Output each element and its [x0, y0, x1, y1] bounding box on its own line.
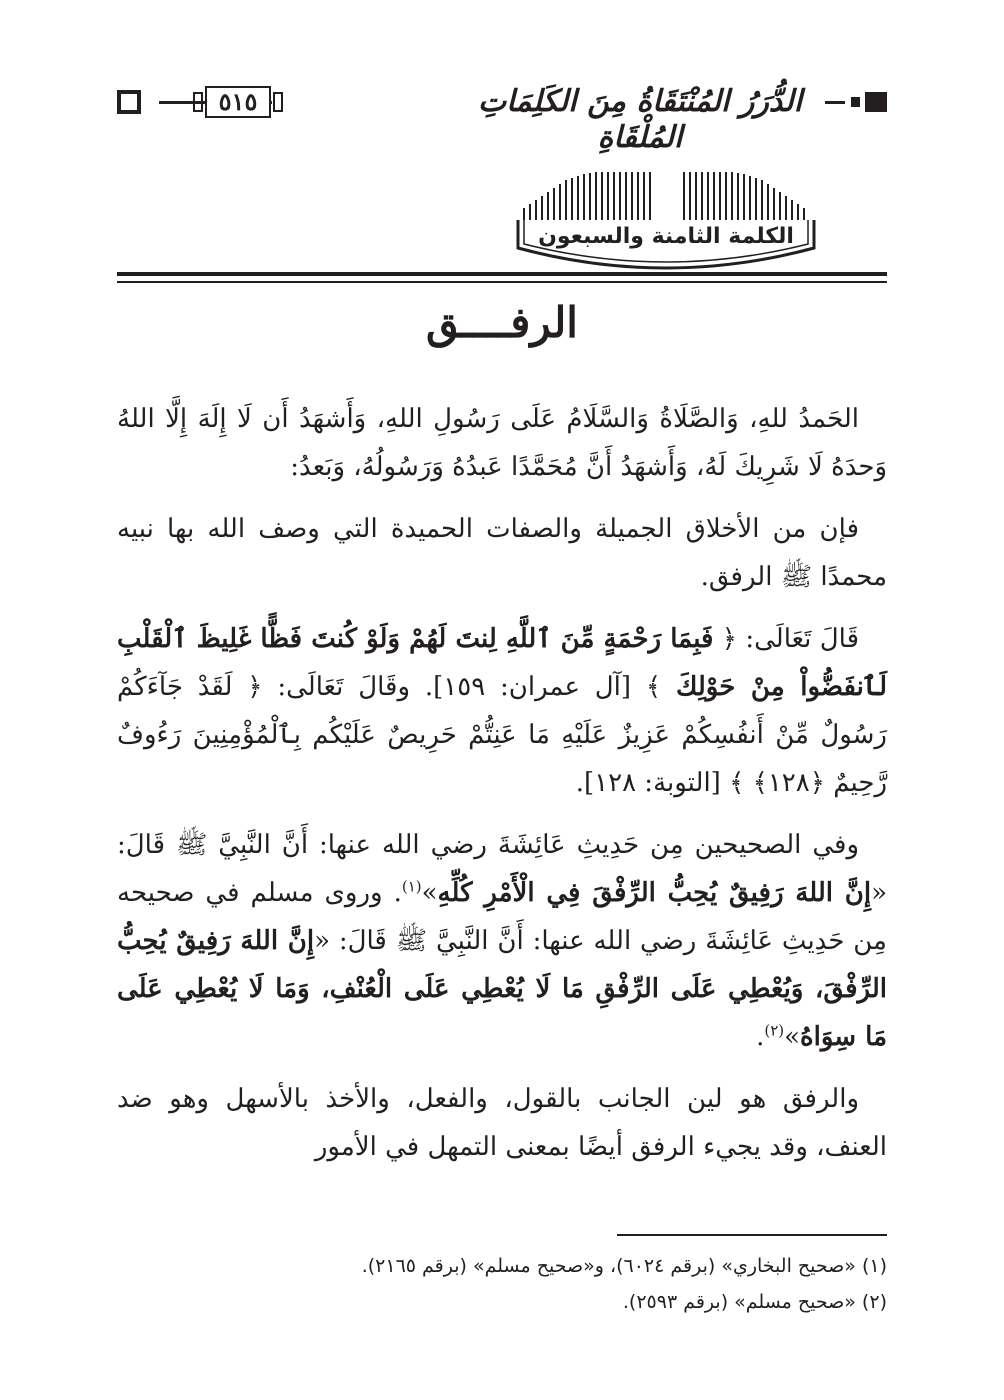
text-run: . [756, 1022, 765, 1052]
chapter-banner-frame [514, 168, 818, 276]
body-text [117, 395, 887, 1185]
text-run: الحَمدُ للهِ، وَالصَّلَاةُ وَالسَّلَامُ عَلَى رَسُولِ اللهِ، وَأَشهَدُ أَن لَا إِلَهَ إِلَّا اللهُ وَحدَهُ لَا شَرِيكَ لَهُ، وَأَشهَدُ أَنَّ مُحَمَّدًا عَبدُهُ وَرَسُولُهُ، وَبَعدُ: [117, 404, 887, 482]
footnote-item: (٢) «صحيح مسلم» (برقم ٢٥٩٣). [622, 1291, 887, 1313]
footnotes [117, 1248, 887, 1320]
text-run: قَالَ تَعَالَى: ﴿ [713, 624, 859, 654]
header-ornament-left [117, 90, 141, 114]
paragraph [117, 505, 887, 601]
text-run: والرفق هو لين الجانب بالقول، والفعل، والأخذ بالأسهل وهو ضد العنف، وقد يجيء الرفق أيضًا بمعنى التمهل في الأمور [117, 1084, 887, 1162]
quoted-text: إِنَّ اللهَ رَفِيقٌ يُحِبُّ الرِّفْقَ، وَيُعْطِي عَلَى الرِّفْقِ مَا لَا يُعْطِي عَلَى الْعُنْفِ، وَمَا لَا يُعْطِي عَلَى مَا سِوَاهُ [117, 926, 887, 1052]
page-header [117, 84, 887, 155]
title-rule-thin [117, 281, 887, 283]
paragraph [117, 1075, 887, 1171]
text-run: وفي الصحيحين مِن حَدِيثِ عَائِشَةَ رضي الله عنها: أَنَّ النَّبِيَّ ﷺ قَالَ: « [117, 830, 887, 908]
header-ornament-right [865, 92, 887, 112]
footnote-ref: (١) [401, 877, 422, 896]
page-number: ٥١٥ [205, 86, 271, 118]
book-title: الدُّرَرُ المُنْتَقَاةُ مِنَ الكَلِمَاتِ المُلْقَاةِ [455, 84, 825, 156]
text-run: . وروى مسلم في صحيحه مِن حَدِيثِ عَائِشَةَ رضي الله عنها: أَنَّ النَّبِيَّ ﷺ قَالَ: « [117, 878, 887, 956]
paragraph [117, 615, 887, 807]
text-run: فإن من الأخلاق الجميلة والصفات الحميدة التي وصف الله بها نبيه محمدًا ﷺ الرفق. [117, 514, 887, 592]
footnote-item: (١) «صحيح البخاري» (برقم ٦٠٢٤)، و«صحيح مسلم» (برقم ٢١٦٥). [361, 1255, 887, 1277]
quoted-text: إِنَّ اللهَ رَفِيقٌ يُحِبُّ الرِّفْقَ فِي الْأَمْرِ كُلِّهِ [437, 878, 872, 908]
text-run: » [784, 1022, 801, 1052]
quoted-text: فَبِمَا رَحْمَةٍ مِّنَ ٱللَّهِ لِنتَ لَهُمْ وَلَوْ كُنتَ فَظًّا غَلِيظَ ٱلْقَلْبِ لَٱنفَضُّواْ مِنْ حَوْلِكَ [117, 624, 887, 702]
chapter-label: الكلمة الثامنة والسبعون [538, 224, 794, 249]
chapter-banner [514, 168, 818, 276]
title-rule-thick [117, 272, 887, 276]
paragraph [117, 821, 887, 1061]
text-run: ﴾ [آل عمران: ١٥٩]. وقَالَ تَعَالَى: ﴿ لَقَدْ جَآءَكُمْ رَسُولٌ مِّنْ أَنفُسِكُمْ عَزِيزٌ عَلَيْهِ مَا عَنِتُّمْ حَرِيصٌ عَلَيْكُم بِٱلْمُؤْمِنِينَ رَءُوفٌ رَّحِيمٌ ﴿١٢٨﴾ ﴾ [التوبة: ١٢٨]. [117, 672, 887, 798]
section-title: الرفــــق [426, 298, 578, 347]
footnote-ref: (٢) [764, 1021, 785, 1040]
paragraph [117, 395, 887, 491]
footnote-rule [617, 1234, 887, 1236]
text-run: » [421, 878, 438, 908]
